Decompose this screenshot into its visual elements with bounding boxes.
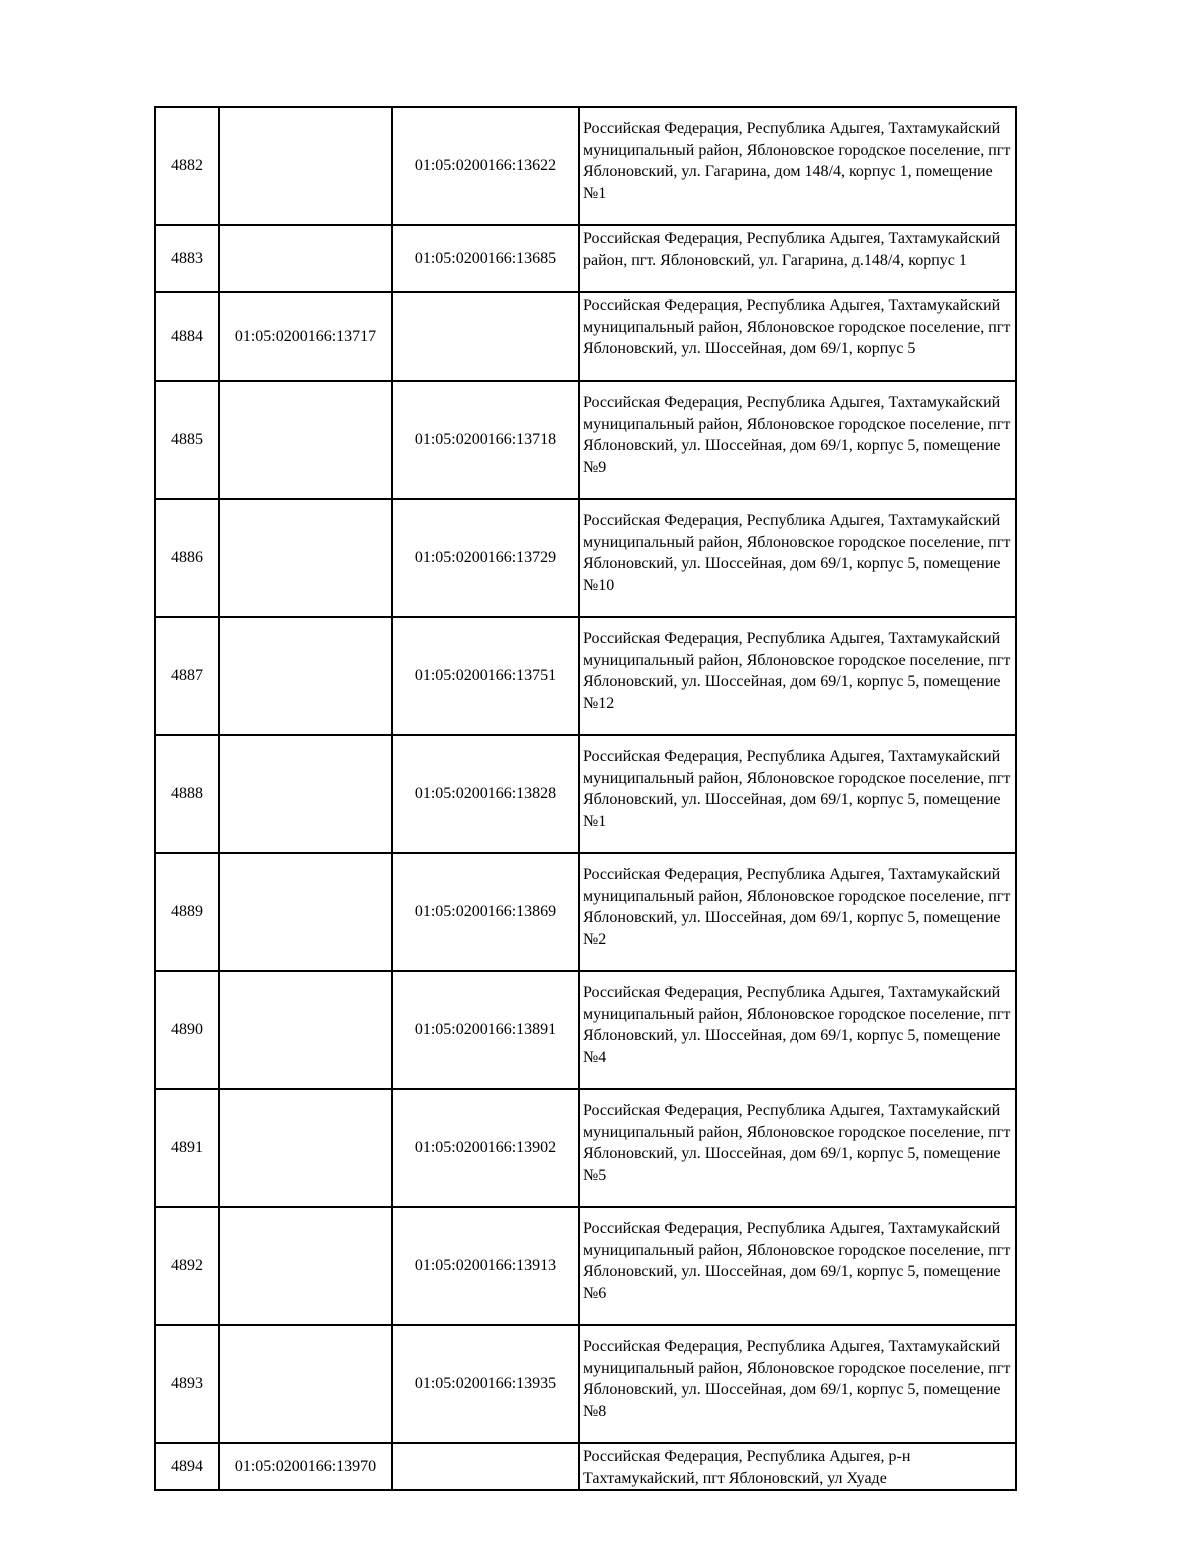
cadastral-number-primary <box>219 617 392 735</box>
cadastral-number-primary: 01:05:0200166:13717 <box>219 292 392 381</box>
row-number: 4889 <box>155 853 219 971</box>
cadastral-number-secondary: 01:05:0200166:13891 <box>392 971 579 1089</box>
address-cell: Российская Федерация, Республика Адыгея, Тахтамукайский муниципальный район, Яблоновское городское поселение, пгт Яблоновский, ул. Шоссейная, дом 69/1, корпус 5, помещение №4 <box>579 971 1016 1089</box>
cadastral-number-secondary: 01:05:0200166:13622 <box>392 107 579 225</box>
cadastral-number-primary <box>219 1325 392 1443</box>
row-number: 4882 <box>155 107 219 225</box>
address-cell: Российская Федерация, Республика Адыгея, Тахтамукайский муниципальный район, Яблоновское городское поселение, пгт Яблоновский, ул. Шоссейная, дом 69/1, корпус 5, помещение №2 <box>579 853 1016 971</box>
address-cell: Российская Федерация, Республика Адыгея, Тахтамукайский муниципальный район, Яблоновское городское поселение, пгт Яблоновский, ул. Шоссейная, дом 69/1, корпус 5, помещение №10 <box>579 499 1016 617</box>
row-number: 4891 <box>155 1089 219 1207</box>
row-number: 4885 <box>155 381 219 499</box>
table-row <box>155 1325 1016 1443</box>
address-cell: Российская Федерация, Республика Адыгея, Тахтамукайский муниципальный район, Яблоновское городское поселение, пгт Яблоновский, ул. Шоссейная, дом 69/1, корпус 5 <box>579 292 1016 381</box>
address-cell: Российская Федерация, Республика Адыгея, Тахтамукайский муниципальный район, Яблоновское городское поселение, пгт Яблоновский, ул. Шоссейная, дом 69/1, корпус 5, помещение №12 <box>579 617 1016 735</box>
address-cell: Российская Федерация, Республика Адыгея, Тахтамукайский муниципальный район, Яблоновское городское поселение, пгт Яблоновский, ул. Шоссейная, дом 69/1, корпус 5, помещение №5 <box>579 1089 1016 1207</box>
cadastral-number-secondary: 01:05:0200166:13751 <box>392 617 579 735</box>
table-row <box>155 853 1016 971</box>
cadastral-number-primary <box>219 1207 392 1325</box>
cadastral-number-secondary <box>392 292 579 381</box>
address-cell: Российская Федерация, Республика Адыгея, р-н Тахтамукайский, пгт Яблоновский, ул Хуаде <box>579 1443 1016 1490</box>
cadastral-number-primary: 01:05:0200166:13970 <box>219 1443 392 1490</box>
cadastral-number-primary <box>219 225 392 292</box>
table-row <box>155 107 1016 225</box>
cadastral-number-primary <box>219 853 392 971</box>
row-number: 4890 <box>155 971 219 1089</box>
row-number: 4892 <box>155 1207 219 1325</box>
row-number: 4883 <box>155 225 219 292</box>
row-number: 4886 <box>155 499 219 617</box>
row-number: 4884 <box>155 292 219 381</box>
address-cell: Российская Федерация, Республика Адыгея, Тахтамукайский муниципальный район, Яблоновское городское поселение, пгт Яблоновский, ул. Гагарина, дом 148/4, корпус 1, помещение №1 <box>579 107 1016 225</box>
row-number: 4888 <box>155 735 219 853</box>
cadastral-number-primary <box>219 1089 392 1207</box>
address-cell: Российская Федерация, Республика Адыгея, Тахтамукайский муниципальный район, Яблоновское городское поселение, пгт Яблоновский, ул. Шоссейная, дом 69/1, корпус 5, помещение №8 <box>579 1325 1016 1443</box>
cadastral-number-secondary: 01:05:0200166:13685 <box>392 225 579 292</box>
table-row <box>155 225 1016 292</box>
cadastral-number-primary <box>219 971 392 1089</box>
cadastral-number-primary <box>219 499 392 617</box>
cadastral-number-primary <box>219 735 392 853</box>
cadastral-number-secondary: 01:05:0200166:13718 <box>392 381 579 499</box>
address-cell: Российская Федерация, Республика Адыгея, Тахтамукайский муниципальный район, Яблоновское городское поселение, пгт Яблоновский, ул. Шоссейная, дом 69/1, корпус 5, помещение №9 <box>579 381 1016 499</box>
table-row <box>155 735 1016 853</box>
address-cell: Российская Федерация, Республика Адыгея, Тахтамукайский муниципальный район, Яблоновское городское поселение, пгт Яблоновский, ул. Шоссейная, дом 69/1, корпус 5, помещение №1 <box>579 735 1016 853</box>
cadastral-number-secondary: 01:05:0200166:13902 <box>392 1089 579 1207</box>
cadastral-number-secondary: 01:05:0200166:13935 <box>392 1325 579 1443</box>
table-row <box>155 1443 1016 1490</box>
table-row <box>155 1207 1016 1325</box>
cadastral-number-secondary: 01:05:0200166:13913 <box>392 1207 579 1325</box>
table-row <box>155 499 1016 617</box>
row-number: 4887 <box>155 617 219 735</box>
address-cell: Российская Федерация, Республика Адыгея, Тахтамукайский район, пгт. Яблоновский, ул. Гагарина, д.148/4, корпус 1 <box>579 225 1016 292</box>
address-cell: Российская Федерация, Республика Адыгея, Тахтамукайский муниципальный район, Яблоновское городское поселение, пгт Яблоновский, ул. Шоссейная, дом 69/1, корпус 5, помещение №6 <box>579 1207 1016 1325</box>
row-number: 4893 <box>155 1325 219 1443</box>
cadastral-number-primary <box>219 107 392 225</box>
row-number: 4894 <box>155 1443 219 1490</box>
table-row <box>155 292 1016 381</box>
cadastral-number-secondary: 01:05:0200166:13828 <box>392 735 579 853</box>
table-row <box>155 381 1016 499</box>
table-row <box>155 617 1016 735</box>
cadastral-number-secondary: 01:05:0200166:13729 <box>392 499 579 617</box>
cadastral-number-primary <box>219 381 392 499</box>
table-row <box>155 971 1016 1089</box>
property-registry-table <box>154 106 1017 1491</box>
cadastral-number-secondary: 01:05:0200166:13869 <box>392 853 579 971</box>
table-row <box>155 1089 1016 1207</box>
cadastral-number-secondary <box>392 1443 579 1490</box>
